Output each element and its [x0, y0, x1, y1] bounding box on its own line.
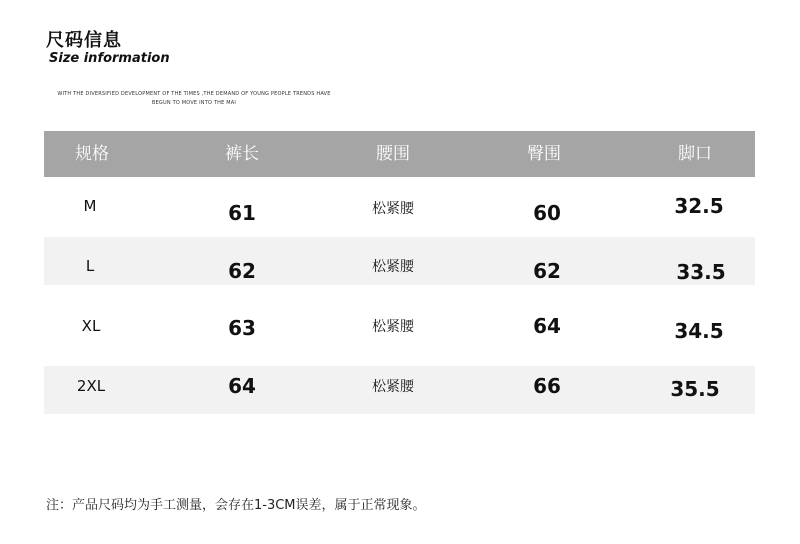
title-en: Size information: [49, 51, 170, 66]
cell-length: 63: [228, 316, 256, 340]
table-header: [44, 131, 755, 177]
cell-size: 2XL: [76, 377, 106, 395]
cell-hip: 64: [533, 314, 561, 338]
tagline-line-1: WITH THE DIVERSIFIED DEVELOPMENT OF THE TIMES ,THE DEMAND OF YOUNG PEOPLE TRENDS HAVE: [57, 91, 331, 97]
tagline-line-2: BEGUN TO MOVE INTO THE MAI: [151, 100, 237, 106]
cell-hip: 66: [533, 374, 561, 398]
cell-waist: 松紧腰: [372, 201, 414, 217]
cell-hem: 33.5: [676, 260, 726, 284]
measurement-note: 注：产品尺码均为手工测量，会存在1-3CM误差，属于正常现象。: [46, 498, 426, 513]
header-waist: 腰围: [376, 144, 410, 164]
cell-hem: 32.5: [674, 194, 724, 218]
header-hem: 脚口: [678, 144, 712, 164]
header-size: 规格: [75, 144, 109, 164]
cell-size: M: [83, 197, 97, 215]
cell-hip: 62: [533, 259, 561, 283]
cell-size: XL: [81, 317, 101, 335]
header-length: 裤长: [225, 144, 259, 164]
cell-waist: 松紧腰: [372, 379, 414, 395]
cell-hem: 35.5: [670, 377, 720, 401]
title-cn: 尺码信息: [46, 30, 122, 51]
cell-size: L: [85, 257, 95, 275]
cell-waist: 松紧腰: [372, 259, 414, 275]
cell-hip: 60: [533, 201, 561, 225]
cell-hem: 34.5: [674, 319, 724, 343]
cell-waist: 松紧腰: [372, 319, 414, 335]
cell-length: 61: [228, 201, 256, 225]
cell-length: 64: [228, 374, 256, 398]
tagline: [44, 90, 344, 108]
cell-length: 62: [228, 259, 256, 283]
header-hip: 臀围: [527, 144, 561, 164]
